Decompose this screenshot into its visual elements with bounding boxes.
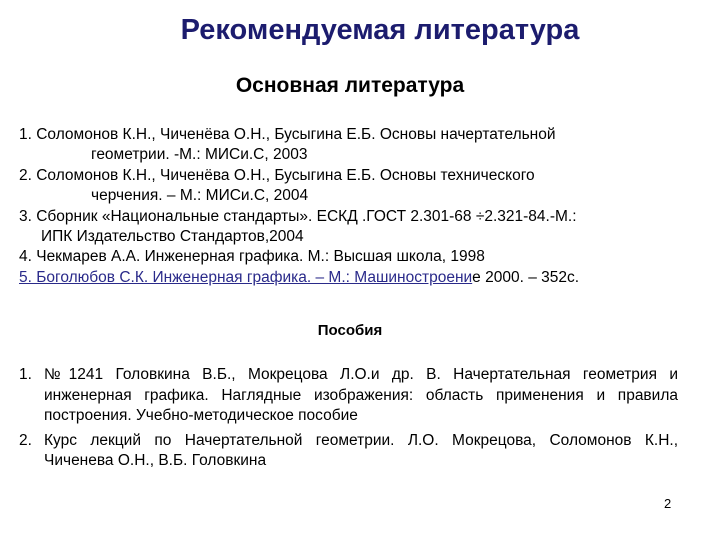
reference-line-continuation: черчения. – М.: МИСи.С, 2004 bbox=[91, 187, 309, 205]
aid-text: №1241 Головкина В.Б., Мокрецова Л.О.и др. В. Начертательная геометрия и инженерная графика. Наглядные изображения: область применения и правила построения. Учебно-методическое пособие bbox=[44, 366, 678, 424]
aid-text: Курс лекций по Начертательной геометрии. Л.О. Мокрецова, Соломонов К.Н., Чиченева О.Н., В.Б. Головкина bbox=[44, 431, 678, 469]
main-references-list bbox=[19, 125, 699, 288]
page-number: 2 bbox=[664, 496, 672, 511]
aid-item-1 bbox=[19, 365, 678, 427]
aid-item-2 bbox=[19, 431, 678, 472]
reference-line: 1. Соломонов К.Н., Чиченёва О.Н., Бусыгина Е.Б. Основы начертательной bbox=[19, 126, 556, 143]
reference-line: 4. Чекмарев А.А. Инженерная графика. М.: Высшая школа, 1998 bbox=[19, 248, 485, 266]
aid-number: 1. bbox=[19, 366, 32, 383]
reference-link[interactable]: 5. Боголюбов С.К. Инженерная графика. – М.: Машиностроени bbox=[19, 268, 473, 286]
section-title-main: Основная литература bbox=[235, 74, 465, 97]
aid-number: 2. bbox=[19, 431, 32, 449]
reference-item-2 bbox=[19, 166, 699, 207]
reference-item-5 bbox=[19, 268, 699, 288]
reference-line-continuation: геометрии. -М.: МИСи.С, 2003 bbox=[91, 146, 308, 164]
reference-line: 2. Соломонов К.Н., Чиченёва О.Н., Бусыгина Е.Б. Основы технического bbox=[19, 166, 535, 184]
reference-item-3 bbox=[19, 207, 699, 248]
reference-line: 3. Сборник «Национальные стандарты». ЕСКД .ГОСТ 2.301-68 ÷2.321-84.-М.: bbox=[19, 207, 577, 225]
section-title-aids: Пособия bbox=[317, 322, 383, 339]
slide-title: Рекомендуемая литература bbox=[180, 14, 580, 46]
reference-link-tail: е 2000. – 352с. bbox=[472, 268, 580, 286]
reference-line-continuation: ИПК Издательство Стандартов,2004 bbox=[41, 228, 304, 246]
reference-item-1 bbox=[19, 125, 699, 166]
aids-list bbox=[19, 365, 678, 476]
reference-item-4 bbox=[19, 247, 699, 267]
